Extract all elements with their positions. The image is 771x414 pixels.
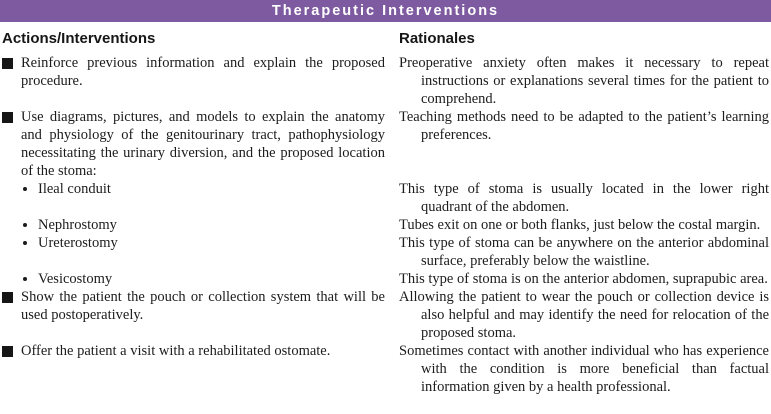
table-body — [0, 30, 771, 396]
action-text: Use diagrams, pictures, and models to explain the anatomy and physiology of the genitourinary tract, pathophysiology necessitating the urinary diversion, and the proposed location of the stoma: — [21, 109, 385, 179]
rationale-text: Tubes exit on one or both flanks, just below the costal margin. — [399, 217, 761, 233]
rationale-text: Sometimes contact with another individual who has experience with the condition is more beneficial than factual information given by a health professional. — [399, 343, 769, 395]
action-item — [2, 54, 385, 90]
action-text: Show the patient the pouch or collection system that will be used postoperatively. — [21, 289, 385, 323]
square-bullet-icon — [2, 292, 13, 303]
action-sub-item — [2, 234, 385, 252]
action-text: Ureterostomy — [38, 235, 118, 251]
table-row — [2, 54, 769, 108]
rationales-column-header: Rationales — [399, 30, 475, 47]
dot-bullet-icon — [23, 223, 27, 227]
rationale-text: Preoperative anxiety often makes it necessary to repeat instructions or explanations several times for the patient to comprehend. — [399, 55, 769, 107]
square-bullet-icon — [2, 58, 13, 69]
action-text: Nephrostomy — [38, 217, 117, 233]
table-title-banner — [0, 0, 771, 22]
action-sub-item — [2, 270, 385, 288]
action-item — [2, 288, 385, 324]
action-text: Reinforce previous information and explain the proposed procedure. — [21, 55, 385, 89]
column-headers — [2, 30, 769, 47]
table-row — [2, 234, 769, 270]
rationale-text: Allowing the patient to wear the pouch or collection device is also helpful and may identify the need for relocation of the proposed stoma. — [399, 289, 769, 341]
action-sub-item — [2, 216, 385, 234]
table-title: Therapeutic Interventions — [271, 3, 500, 19]
rows-container — [2, 54, 769, 396]
rationale-text: This type of stoma is on the anterior abdomen, suprapubic area. — [399, 271, 768, 287]
table-row — [2, 180, 769, 216]
actions-column-header: Actions/Interventions — [2, 30, 156, 47]
rationale-text: This type of stoma can be anywhere on the anterior abdominal surface, preferably below the waistline. — [399, 235, 769, 269]
dot-bullet-icon — [23, 277, 27, 281]
action-text: Vesicostomy — [38, 271, 113, 287]
action-text: Offer the patient a visit with a rehabilitated ostomate. — [21, 343, 331, 359]
table-row — [2, 216, 769, 234]
dot-bullet-icon — [23, 241, 27, 245]
table-row — [2, 288, 769, 342]
rationale-text: Teaching methods need to be adapted to the patient’s learning preferences. — [399, 109, 769, 143]
table-row — [2, 108, 769, 180]
action-sub-item — [2, 180, 385, 198]
dot-bullet-icon — [23, 187, 27, 191]
square-bullet-icon — [2, 112, 13, 123]
action-item — [2, 108, 385, 180]
rationale-text: This type of stoma is usually located in the lower right quadrant of the abdomen. — [399, 181, 769, 215]
action-text: Ileal conduit — [38, 181, 111, 197]
action-item — [2, 342, 385, 360]
square-bullet-icon — [2, 346, 13, 357]
table-row — [2, 342, 769, 396]
table-row — [2, 270, 769, 288]
